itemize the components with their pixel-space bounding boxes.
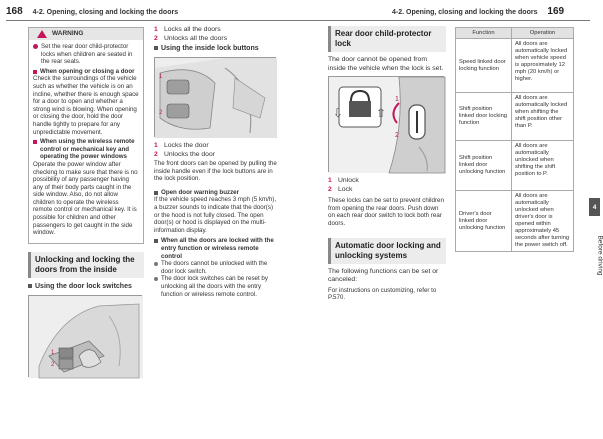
table-header-function: Function: [456, 28, 512, 39]
table-header-row: [456, 28, 574, 39]
list-item: 1 Locks the door: [154, 142, 209, 149]
door-lock-switch-figure: [28, 295, 142, 377]
warning-header: [29, 28, 143, 40]
svg-text:⇩: ⇩: [333, 106, 344, 121]
square-bullet-icon: [154, 191, 158, 195]
warning-sub2-title: When using the wireless remote control or mechanical key and operating the power windows: [33, 138, 139, 161]
table-cell-function: Shift position linked door locking function: [456, 93, 512, 141]
bullet-icon: [154, 277, 158, 281]
lock-button-title: Using the inside lock buttons: [154, 44, 278, 53]
table-cell-operation: All doors are automatically locked when shifting the shift position other than P.: [512, 93, 574, 141]
section-title: 4-2. Opening, closing and locking the doors: [392, 9, 538, 16]
list-item: 2 Unlocks the door: [154, 151, 216, 158]
bullet-icon: [33, 44, 38, 49]
square-bullet-icon: [154, 239, 158, 243]
warning-box: [28, 27, 144, 244]
table-cell-operation: All doors are automatically unlocked when driver's door is opened within approximately 45 seconds after turning the power switch off.: [512, 191, 574, 252]
table-header-operation: Operation: [512, 28, 574, 39]
square-bullet-icon: [28, 284, 32, 288]
warning-sub1-text: Check the surroundings of the vehicle such as whether the vehicle is on an incline, whether there is enough space for a door to open and whether a strong wind is blowing. When opening or closing the door, hold the door handle tightly to prepare for any unpredictable movement.: [33, 75, 139, 136]
warning-bullet: Set the rear door child-protector locks when children are seated in the rear seats.: [33, 43, 139, 66]
auto-lock-heading: Automatic door locking and unlocking systems: [328, 238, 446, 264]
table-row: [456, 141, 574, 191]
list-item: 2 Lock: [328, 186, 353, 194]
door-lock-switch-title: Using the door lock switches: [28, 282, 144, 291]
table-cell-function: Driver's door linked door unlocking function: [456, 191, 512, 252]
remote-bullet: The doors cannot be unlocked with the door lock switch.: [154, 260, 278, 275]
lock-button-note: The front doors can be opened by pulling the inside handle even if the lock buttons are in the lock position.: [154, 160, 277, 183]
left-header: [6, 6, 178, 20]
svg-text:1: 1: [159, 74, 163, 80]
chapter-tab-label: Before driving: [596, 235, 603, 276]
header-rule: [6, 20, 300, 21]
warning-icon: [37, 30, 47, 38]
page-number: 168: [6, 6, 23, 17]
child-lock-heading: Rear door child-protector lock: [328, 26, 446, 52]
child-lock-list: [328, 176, 446, 194]
table-cell-function: Speed linked door locking function: [456, 39, 512, 93]
lock-switch-list: [154, 25, 278, 43]
left-page: [0, 0, 300, 439]
child-lock-figure: [328, 76, 444, 172]
page-number: 169: [547, 6, 565, 17]
table-row: [456, 39, 574, 93]
remote-title: When all the doors are locked with the entry function or wireless remote control: [154, 237, 278, 260]
section-heading: Unlocking and locking the doors from the inside: [28, 252, 144, 278]
auto-lock-ref: For instructions on customizing, refer to P.570.: [328, 286, 437, 302]
section-title: 4-2. Opening, closing and locking the doors: [32, 9, 179, 16]
child-lock-text2: These locks can be set to prevent children from opening the rear doors. Push down on each rear door switch to lock both rear doors.: [328, 197, 444, 227]
buzzer-text: If the vehicle speed reaches 3 mph (5 km/h), a buzzer sounds to indicate that the door(s) or the hood is not fully closed. The open door(s) or hood is displayed on the multi-information display.: [154, 196, 277, 234]
door-lock-switch-illustration: [29, 296, 143, 378]
svg-text:1: 1: [51, 349, 55, 356]
inside-lock-button-illustration: [155, 58, 277, 138]
right-text-column: [328, 26, 446, 304]
child-lock-illustration: [329, 77, 445, 173]
bullet-icon: [154, 262, 158, 266]
table-row: [456, 93, 574, 141]
auto-lock-table: [455, 27, 574, 252]
svg-text:2: 2: [51, 361, 55, 368]
right-page: [300, 0, 603, 439]
warning-sub1-title: When opening or closing a door: [33, 68, 139, 76]
square-bullet-icon: [33, 70, 37, 74]
left-column: [28, 27, 144, 377]
auto-lock-text: The following functions can be set or canceled:: [328, 267, 439, 284]
inside-lock-button-figure: [154, 57, 276, 137]
warning-title: WARNING: [52, 30, 84, 38]
square-bullet-icon: [154, 46, 158, 50]
svg-text:2: 2: [159, 110, 163, 116]
list-item: 1 Unlock: [328, 177, 359, 185]
svg-text:2: 2: [395, 132, 399, 140]
buzzer-title: Open door warning buzzer: [154, 189, 278, 197]
list-item: 2 Unlocks all the doors: [154, 35, 228, 42]
svg-text:1: 1: [395, 96, 399, 104]
table-cell-operation: All doors are automatically locked when vehicle speed is approximately 12 mph (20 km/h) or higher.: [512, 39, 574, 93]
child-lock-text: The door cannot be opened from inside the vehicle when the lock is set.: [328, 56, 444, 72]
lock-button-list: [154, 141, 278, 159]
table-cell-function: Shift position linked door unlocking function: [456, 141, 512, 191]
middle-column: [154, 25, 278, 298]
table-row: [456, 191, 574, 252]
svg-text:⇧: ⇧: [376, 106, 387, 121]
table-cell-operation: All doors are automatically unlocked when shifting the shift position to P.: [512, 141, 574, 191]
list-item: 1 Locks all the doors: [154, 26, 221, 33]
square-bullet-icon: [33, 140, 37, 144]
header-rule: [300, 20, 590, 21]
right-header: [392, 6, 564, 20]
remote-bullet: The door lock switches can be reset by unlocking all the doors with the entry function or wireless remote control.: [154, 275, 278, 298]
warning-sub2-text: Operate the power window after checking to make sure that there is no possibility of any passenger having any of their body parts caught in the side window. Also, do not allow children to operate the wireless remote control or mechanical key. It is possible for children and other passengers to get caught in the side window.: [33, 160, 138, 237]
chapter-tab: 4: [589, 198, 600, 216]
